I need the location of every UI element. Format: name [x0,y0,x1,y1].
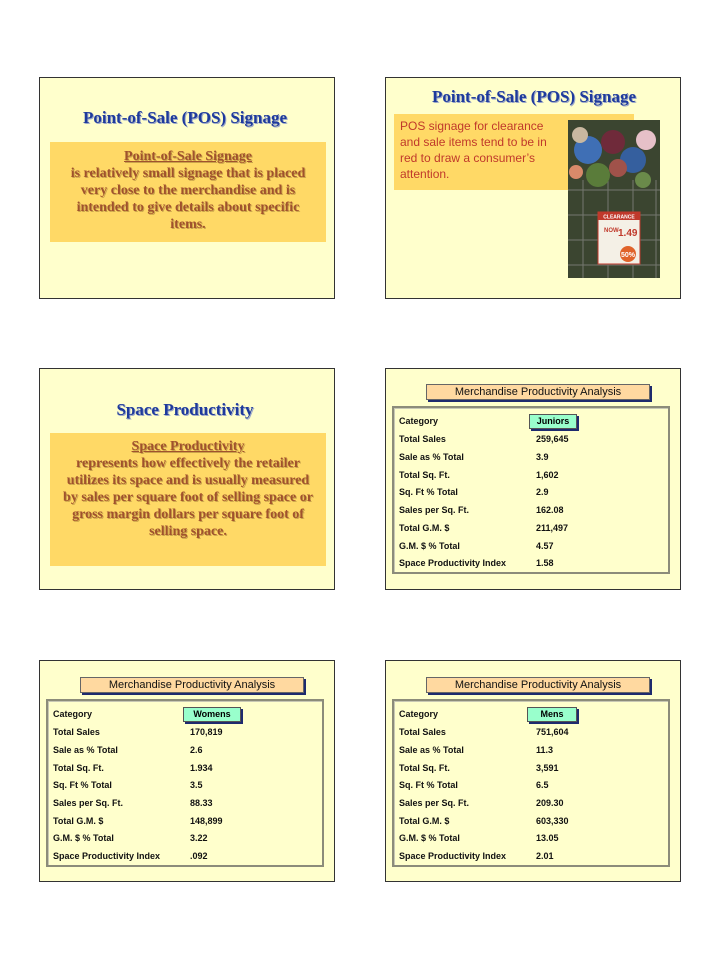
category-badge: Juniors [529,414,577,429]
table-row [399,450,659,464]
row-label: Total G.M. $ [399,816,450,826]
row-value: 170,819 [190,727,223,737]
sign-percent-text: 50% [620,252,636,259]
category-badge: Mens [527,707,577,722]
table-row [399,503,659,517]
slide-productivity-mens [385,660,681,882]
slide-space-productivity-definition [39,368,335,590]
row-label: Total Sales [53,727,100,737]
table-row [399,485,659,499]
row-value: 3,591 [536,763,559,773]
row-label: Sales per Sq. Ft. [399,798,470,808]
clearance-sign-photo [568,120,660,278]
definition-heading: Space Productivity [131,439,245,454]
table-header: Merchandise Productivity Analysis [426,384,650,400]
row-label: Total Sales [399,727,446,737]
slide-title: Point-of-Sale (POS) Signage [432,87,636,106]
table-row [399,556,659,570]
row-label: Space Productivity Index [399,558,507,568]
slide-title: Space Productivity [116,400,254,419]
row-value: 162.08 [536,505,564,515]
table-row [399,539,659,553]
row-label: Total G.M. $ [53,816,104,826]
definition-box [50,142,326,242]
row-label: G.M. $ % Total [399,541,460,551]
slide-title: Point-of-Sale (POS) Signage [83,108,287,127]
table-row [399,432,659,446]
definition-heading: Point-of-Sale Signage [124,149,252,164]
table-row [399,778,659,792]
row-value: 211,497 [536,523,569,533]
row-label: Sq. Ft % Total [399,487,458,497]
table-row [53,814,313,828]
definition-box [50,433,326,566]
table-row [399,814,659,828]
sign-price-text: 1.49 [618,228,638,239]
category-label: Category [53,709,93,719]
row-value: 259,645 [536,434,569,444]
row-label: Space Productivity Index [399,851,507,861]
clearance-photo-image [568,120,660,278]
row-value: 751,604 [536,727,569,737]
table-row [399,468,659,482]
table-row [399,725,659,739]
definition-text: represents how effectively the retailer utilizes its space and is usually measured by sales per square foot of selling space or gross margin dollars per square foot of selling space. [63,456,313,539]
slide-pos-signage-definition [39,77,335,299]
category-badge: Womens [183,707,241,722]
row-label: Total Sq. Ft. [53,763,104,773]
row-label: Total G.M. $ [399,523,450,533]
row-label: Total Sq. Ft. [399,470,450,480]
row-value: 6.5 [536,780,549,790]
table-row [399,743,659,757]
table-row [53,761,313,775]
row-value: 148,899 [190,816,223,826]
table-row [399,849,659,863]
row-value: 3.9 [536,452,549,462]
row-label: Sales per Sq. Ft. [399,505,470,515]
table-row [53,831,313,845]
row-value: 2.6 [190,745,203,755]
table-row [53,725,313,739]
pos-description-text: POS signage for clearance and sale items tend to be in red to draw a consumer’s attention. [400,119,547,181]
row-value: 2.01 [536,851,554,861]
table-row [399,521,659,535]
row-label: Space Productivity Index [53,851,161,861]
row-value: 1,602 [536,470,559,480]
row-value: 3.5 [190,780,203,790]
table-row [53,743,313,757]
slide-productivity-juniors [385,368,681,590]
row-value: 4.57 [536,541,554,551]
sign-now-text: NOW [604,228,619,234]
row-label: Sq. Ft % Total [53,780,112,790]
row-label: Sale as % Total [399,745,464,755]
table-row [53,796,313,810]
row-value: 2.9 [536,487,549,497]
slide-pos-signage-example [385,77,681,299]
table-header: Merchandise Productivity Analysis [426,677,650,693]
definition-text: is relatively small signage that is placed very close to the merchandise and is intended to give details about specific items. [70,166,306,232]
row-value: 13.05 [536,833,559,843]
row-value: 3.22 [190,833,208,843]
row-label: Sales per Sq. Ft. [53,798,124,808]
category-label: Category [399,416,439,426]
category-label: Category [399,709,439,719]
table-row [399,831,659,845]
table-row [399,796,659,810]
table-row [53,778,313,792]
row-label: Total Sales [399,434,446,444]
row-value: .092 [190,851,208,861]
table-row [399,761,659,775]
sign-clearance-text: CLEARANCE [603,214,635,221]
row-label: G.M. $ % Total [53,833,114,843]
table-header: Merchandise Productivity Analysis [80,677,304,693]
row-value: 88.33 [190,798,213,808]
row-label: Sq. Ft % Total [399,780,458,790]
row-label: Sale as % Total [53,745,118,755]
row-value: 1.58 [536,558,554,568]
row-value: 603,330 [536,816,569,826]
row-value: 209.30 [536,798,564,808]
row-label: G.M. $ % Total [399,833,460,843]
row-label: Sale as % Total [399,452,464,462]
table-row [53,849,313,863]
row-label: Total Sq. Ft. [399,763,450,773]
row-value: 11.3 [536,745,554,755]
slide-productivity-womens [39,660,335,882]
row-value: 1.934 [190,763,213,773]
